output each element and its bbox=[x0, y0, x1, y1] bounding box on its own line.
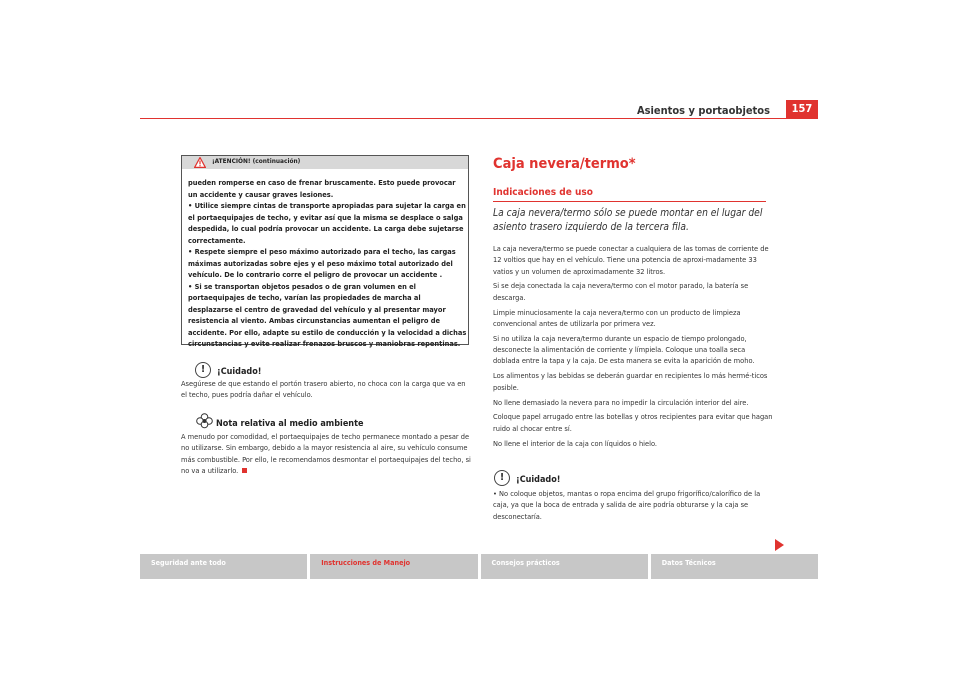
footer-tab-instrucciones[interactable]: Instrucciones de Manejo bbox=[310, 554, 477, 579]
warning-paragraph: pueden romperse en caso de frenar bruscamente. Esto puede provocar un accidente y causar graves lesiones. bbox=[188, 178, 456, 199]
section-end-marker bbox=[242, 468, 247, 473]
footer-tab-consejos[interactable]: Consejos prácticos bbox=[481, 554, 648, 579]
warning-bullet: • Utilice siempre cintas de transporte apropiadas para sujetar la carga en el portaequipajes de techo, y evitar así que la misma se desplace o salga despedida, lo cual podría provocar un accidente. La carga debe sujetarse correctamente. bbox=[188, 201, 466, 245]
next-page-arrow-icon[interactable] bbox=[775, 539, 784, 551]
body-paragraphs bbox=[493, 243, 773, 453]
footer-tab-seguridad[interactable]: Seguridad ante todo bbox=[140, 554, 307, 579]
lead-text: La caja nevera/termo sólo se puede montar en el lugar del asiento trasero izquierdo de la tercera fila. bbox=[493, 208, 763, 233]
caution-icon: ! bbox=[494, 470, 510, 486]
body-paragraph: Coloque papel arrugado entre las botellas y otros recipientes para evitar que hagan ruido al chocar entre sí. bbox=[493, 412, 773, 433]
page-number: 157 bbox=[786, 100, 818, 118]
caution-icon: ! bbox=[195, 362, 211, 378]
environment-heading: Nota relativa al medio ambiente bbox=[216, 419, 364, 429]
environment-text-block bbox=[181, 431, 471, 476]
warning-bullet: • Respete siempre el peso máximo autorizado para el techo, las cargas máximas autorizadas sobre ejes y el peso máximo total autorizado del vehículo. De lo contrario corre el peligro de provocar un accidente . bbox=[188, 247, 456, 279]
caution-bullet: • No coloque objetos, mantas o ropa encima del grupo frigorífico/calorífico de la caja, ya que la boca de entrada y salida de aire podría obturarse y la caja se desconectaría. bbox=[493, 489, 761, 521]
footer-tab-datos[interactable]: Datos Técnicos bbox=[651, 554, 818, 579]
body-paragraph: No llene el interior de la caja con líquidos o hielo. bbox=[493, 438, 658, 448]
body-paragraph: Los alimentos y las bebidas se deberán guardar en recipientes lo más hermé-ticos posible. bbox=[493, 371, 768, 392]
section-title: Caja nevera/termo* bbox=[493, 156, 636, 172]
warning-bullet-text: Respete siempre el peso máximo autorizado para el techo, las cargas máximas autorizadas sobre ejes y el peso máximo total autorizado del vehículo. De lo contrario corre el peligro de provocar un accidente . bbox=[188, 247, 456, 279]
caution-bullet-text: No coloque objetos, mantas o ropa encima del grupo frigorífico/calorífico de la caja, ya que la boca de entrada y salida de aire podría obturarse y la caja se desconectaría. bbox=[493, 489, 761, 521]
warning-bullet: • Si se transportan objetos pesados o de gran volumen en el portaequipajes de techo, varían las propiedades de marcha al desplazarse el centro de gravedad del vehículo y al presentar mayor resistencia al viento. Ambas circunstancias aumentan el peligro de accidente. Por ello, adapte su estilo de conducción y la velocidad a dichas circunstancias y evite realizar frenazos bruscos y maniobras repentinas. bbox=[188, 281, 467, 348]
environment-flower-icon bbox=[196, 413, 213, 429]
body-paragraph: No llene demasiado la nevera para no impedir la circulación interior del aire. bbox=[493, 397, 749, 407]
footer-nav bbox=[140, 554, 818, 579]
caution-heading: ¡Cuidado! bbox=[516, 475, 561, 485]
warning-triangle-icon bbox=[194, 157, 206, 168]
section-subtitle: Indicaciones de uso bbox=[493, 187, 593, 198]
body-paragraph: Si no utiliza la caja nevera/termo durante un espacio de tiempo prolongado, desconecte la alimentación de corriente y límpiela. Coloque una toalla seca doblada entre la tapa y la caja. De esta manera se evita la aparición de moho. bbox=[493, 333, 755, 366]
environment-text: A menudo por comodidad, el portaequipajes de techo permanece montado a pesar de no utilizarse. Sin embargo, debido a la mayor resistencia al aire, su vehículo consume más combustible. Por ello, le recomendamos desmontar el portaequipajes del techo, si no va a utilizarlo. bbox=[181, 432, 471, 475]
header-rule bbox=[140, 118, 818, 119]
caution-text: Asegúrese de que estando el portón trasero abierto, no choca con la carga que va en el techo, pues podría dañar el vehículo. bbox=[181, 379, 466, 400]
body-paragraph: Si se deja conectada la caja nevera/termo con el motor parado, la batería se descarga. bbox=[493, 281, 749, 302]
warning-box bbox=[181, 155, 469, 348]
subtitle-rule bbox=[493, 201, 766, 202]
body-paragraph: La caja nevera/termo se puede conectar a cualquiera de las tomas de corriente de 12 voltios que hay en el vehículo. Tiene una potencia de aproxi-madamente 33 vatios y un volumen de aproximadamente 32 litros. bbox=[493, 244, 769, 276]
running-header-title: Asientos y portaobjetos bbox=[636, 104, 770, 117]
warning-heading: ¡ATENCIÓN! (continuación) bbox=[212, 157, 301, 165]
warning-bullet-text: Si se transportan objetos pesados o de gran volumen en el portaequipajes de techo, varían las propiedades de marcha al desplazarse el centro de gravedad del vehículo y al presentar mayor resistencia al viento. Ambas circunstancias aumentan el peligro de accidente. Por ello, adapte su estilo de conducción y la velocidad a dichas circunstancias y evite realizar frenazos bruscos y maniobras repentinas. bbox=[188, 281, 467, 348]
warning-body bbox=[188, 177, 467, 350]
caution-heading: ¡Cuidado! bbox=[217, 367, 262, 377]
warning-bullet-text: Utilice siempre cintas de transporte apropiadas para sujetar la carga en el portaequipajes de techo, y evitar así que la misma se desplace o salga despedida, lo cual podría provocar un accidente. La carga debe sujetarse correctamente. bbox=[188, 201, 466, 245]
warning-heading-bar bbox=[182, 156, 468, 169]
body-paragraph: Limpie minuciosamente la caja nevera/termo con un producto de limpieza convencional antes de utilizarla por primera vez. bbox=[493, 307, 741, 328]
